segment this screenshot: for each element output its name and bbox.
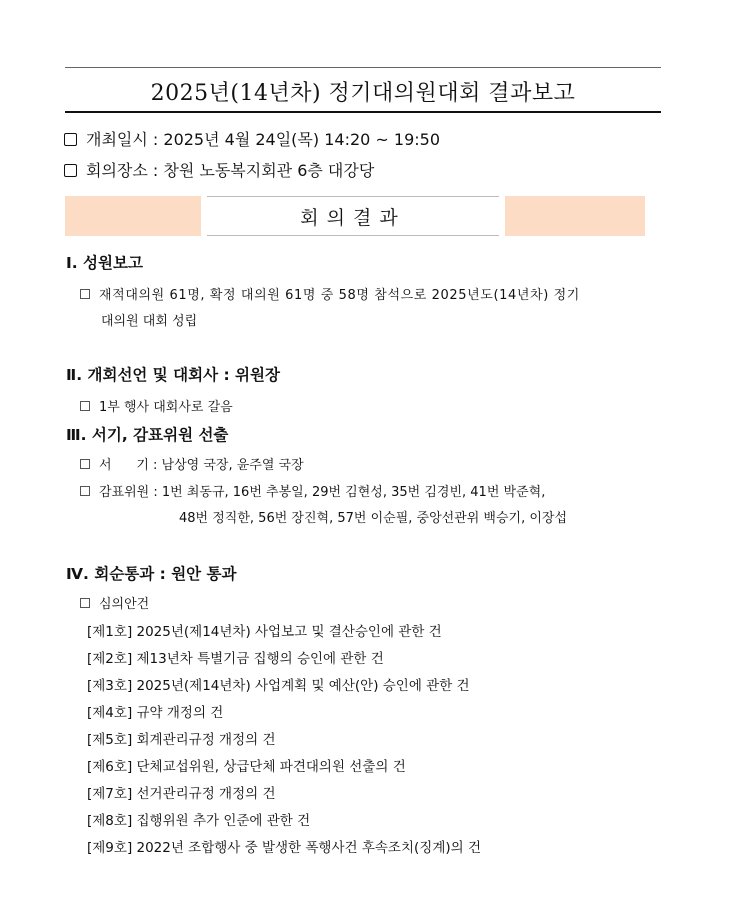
section-3-tellers-text: 감표위원 : 1번 최동규, 16번 추봉일, 29번 김현성, 35번 김경빈, 41번 박준혁,: [99, 485, 546, 500]
meeting-venue-text: 회의장소 : 창원 노동복지회관 6층 대강당: [86, 161, 375, 180]
section-3-secretary: [80, 454, 304, 473]
result-header-box: [207, 196, 499, 236]
agenda-item: [제2호] 제13년차 특별기금 집행의 승인에 관한 건: [87, 651, 384, 667]
agenda-item: [제4호] 규약 개정의 건: [87, 705, 224, 721]
section-2-text: 1부 행사 대회사로 갈음: [99, 400, 233, 415]
meeting-venue: [64, 158, 374, 181]
meeting-datetime-text: 개최일시 : 2025년 4월 24일(목) 14:20 ~ 19:50: [86, 130, 441, 149]
checkbox-icon: [80, 289, 90, 299]
section-1-text: 재적대의원 61명, 확정 대의원 61명 중 58명 참석으로 2025년도(14년차) 정기: [99, 288, 580, 303]
checkbox-icon: [80, 486, 90, 496]
header-band-left: [65, 196, 201, 236]
agenda-item: [제1호] 2025년(제14년차) 사업보고 및 결산승인에 관한 건: [87, 624, 442, 640]
agenda-item: [제8호] 집행위원 추가 인준에 관한 건: [87, 813, 311, 829]
agenda-item: [제7호] 선거관리규정 개정의 건: [87, 786, 276, 802]
agenda-item: [제9호] 2022년 조합행사 중 발생한 폭행사건 후속조치(징계)의 건: [87, 840, 481, 856]
agenda-item: [제5호] 회계관리규정 개정의 건: [87, 732, 276, 748]
section-1-text-cont: 대의원 대회 성립: [101, 314, 198, 329]
agenda-item: [제3호] 2025년(제14년차) 사업계획 및 예산(안) 승인에 관한 건: [87, 678, 470, 694]
section-3-secretary-text: 서 기 : 남상영 국장, 윤주열 국장: [99, 458, 304, 473]
section-2-line: [80, 396, 233, 415]
meeting-datetime: [64, 127, 440, 150]
result-header: 회의결과: [300, 207, 406, 229]
section-2-title: Ⅱ. 개회선언 및 대회사 : 위원장: [66, 366, 280, 384]
title-block: [65, 67, 661, 113]
header-band-right: [505, 196, 645, 236]
section-3-tellers: [80, 481, 545, 500]
section-4-sub-text: 심의안건: [99, 597, 150, 612]
checkbox-icon: [80, 459, 90, 469]
checkbox-icon: [80, 401, 90, 411]
checkbox-icon: [64, 164, 77, 177]
section-1-line: [80, 284, 580, 303]
document-title: 2025년(14년차) 정기대의원대회 결과보고: [150, 81, 576, 106]
checkbox-icon: [80, 598, 90, 608]
section-3-title: Ⅲ. 서기, 감표위원 선출: [66, 426, 229, 444]
section-4-title: Ⅳ. 회순통과 : 원안 통과: [66, 565, 237, 583]
section-1-title: Ⅰ. 성원보고: [66, 254, 143, 272]
section-3-tellers-cont: 48번 정직한, 56번 장진혁, 57번 이순필, 중앙선관위 백승기, 이장섭: [179, 511, 568, 526]
checkbox-icon: [64, 133, 77, 146]
section-4-sub: [80, 593, 149, 612]
agenda-item: [제6호] 단체교섭위원, 상급단체 파견대의원 선출의 건: [87, 759, 406, 775]
